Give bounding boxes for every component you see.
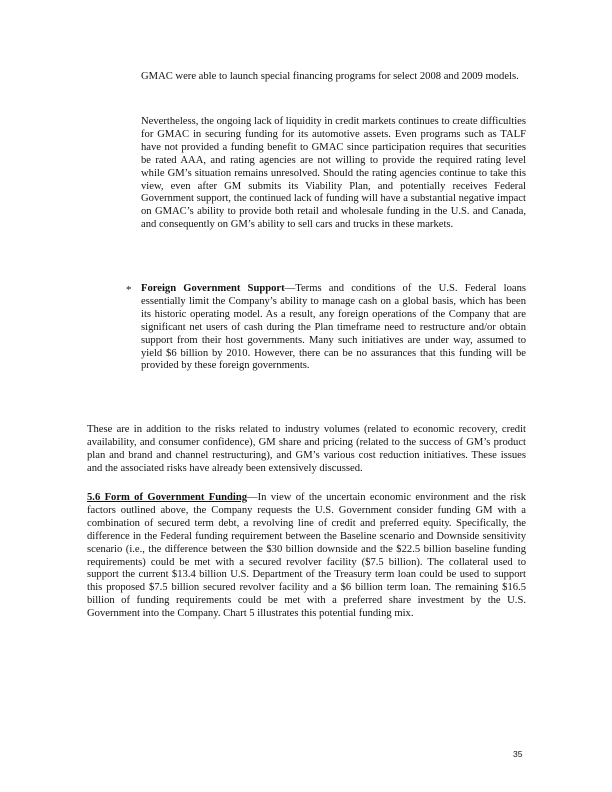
paragraph-gmac-continuation: GMAC were able to launch special financing programs for select 2008 and 2009 models. xyxy=(141,71,519,82)
section-form-of-government-funding xyxy=(87,492,526,621)
section-body: —In view of the uncertain economic environment and the risk factors outlined above, the Company requests the U.S. Government consider funding GM with a combination of secured term debt, a revolving line of credit and preferred equity. Specifically, the difference in the Federal funding requirement between the Baseline scenario and Downside sensitivity scenario (i.e., the difference between the $30 billion downside and the $22.5 billion baseline funding requirements) could be met with a secured revolver facility ($7.5 billion). The collateral used to support the current $13.4 billion U.S. Department of the Treasury term loan could be used to support this proposed $7.5 billion secured revolver facility and a $6 billion term loan. The remaining $16.5 billion of funding requirements could be met with a preferred share investment by the U.S. Government into the Company. Chart 5 illustrates this potential funding mix. xyxy=(87,492,526,620)
bullet-marker: * xyxy=(126,284,132,296)
paragraph-credit-liquidity: Nevertheless, the ongoing lack of liquidity in credit markets continues to create difficulties for GMAC in securing funding for its automotive assets. Even programs such as TALF have not provided a funding benefit to GMAC since participation requires that securities be rated AAA, and rating agencies are not willing to provide the required rating level while GM’s situation remains unresolved. Should the rating agencies continue to take this view, even after GM submits its Viability Plan, and potentially receives Federal Government support, the continued lack of funding will have a substantial negative impact on GMAC’s ability to provide both retail and wholesale funding in the U.S. and Canada, and consequently on GM’s ability to sell cars and trucks in these markets. xyxy=(141,116,526,231)
paragraph-additional-risks: These are in addition to the risks related to industry volumes (related to economic recovery, credit availability, and consumer confidence), GM share and pricing (related to the success of GM’s product plan and brand and channel restructuring), and GM’s various cost reduction initiatives. These issues and the associated risks have already been extensively discussed. xyxy=(87,424,526,474)
bullet-heading: Foreign Government Support xyxy=(141,283,285,294)
section-heading: 5.6 Form of Government Funding xyxy=(87,492,248,503)
bullet-body: —Terms and conditions of the U.S. Federal loans essentially limit the Company’s ability to manage cash on a global basis, which has been its historic operating model. As a result, any foreign operations of the Company that are significant net users of cash during the Plan timeframe need to restructure and/or obtain support from their host governments. Many such initiatives are under way, assumed to yield $6 billion by 2010. However, there can be no assurances that this funding will be provided by these foreign governments. xyxy=(141,283,526,372)
bullet-foreign-government-support xyxy=(141,283,526,373)
page-number: 35 xyxy=(513,749,523,759)
